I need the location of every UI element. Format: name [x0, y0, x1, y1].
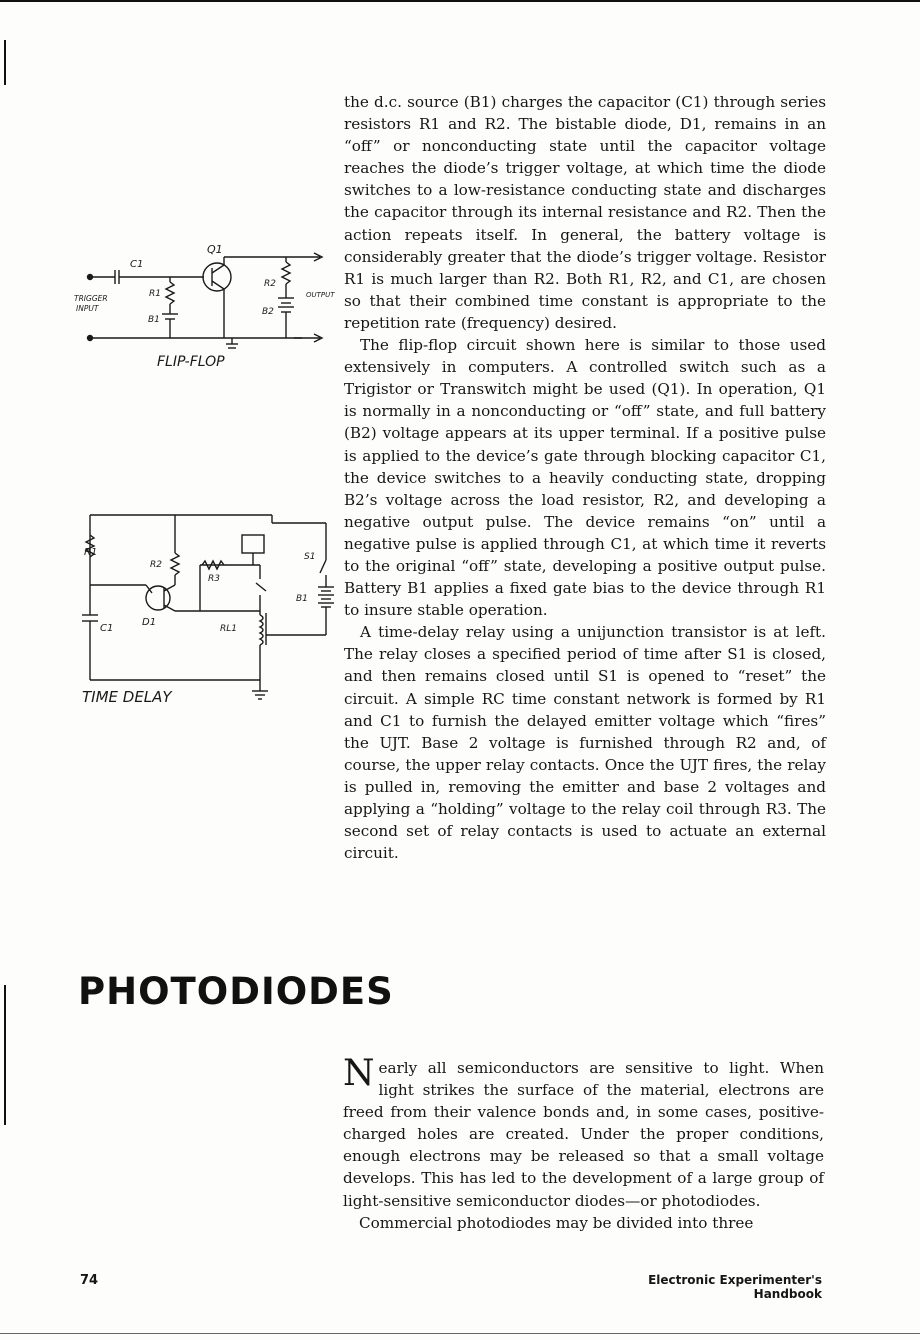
fig2-label-r1: R1 [84, 547, 98, 558]
fig1-label-r1: R1 [149, 289, 161, 299]
fig2-label-r2: R2 [150, 560, 162, 570]
photodiode-paragraph-2: Commercial photodiodes may be divided into three [359, 1213, 754, 1232]
left-margin-mark-2 [4, 985, 6, 1125]
fig1-label-b1: B1 [148, 315, 160, 325]
running-title: Electronic Experimenter's Handbook [648, 1273, 822, 1301]
top-rule [0, 0, 920, 2]
paragraph-flip-flop: The flip-flop circuit shown here is similar to those used extensively in computers. A controlled switch such as a Trigistor or Transwitch might be used (Q1). In operation, Q1 is normally in a nonconducting or “off” state, and full battery (B2) voltage appears at its upper terminal. If a positive pulse is applied to the device’s gate through blocking capacitor C1, the device switches to a heavily conducting state, dropping B2’s voltage across the load resistor, R2, and developing a negative output pulse. The device remains “on” until a negative pulse is applied through C1, at which time it reverts to the original “off” state, developing a positive output pulse. Battery B1 applies a fixed gate bias to the device through R1 to insure stable operation. [344, 336, 826, 620]
time-delay-schematic [80, 505, 342, 711]
paragraph-time-delay: A time-delay relay using a unijunction transistor is at left. The relay closes a specified period of time after S1 is closed, and then remains closed until S1 is opened to “reset” the circuit. A simple RC time constant network is formed by R1 and C1 to furnish the delayed emitter voltage which “fires” the UJT. Base 2 voltage is furnished through R2 and, of course, the upper relay contacts. Once the UJT fires, the relay is pulled in, removing the emitter and base 2 voltages and applying a “holding” voltage to the relay coil through R3. The second set of relay contacts is used to actuate an external circuit. [344, 623, 826, 863]
fig1-caption: FLIP-FLOP [157, 354, 225, 370]
fig1-label-output: OUTPUT [306, 291, 335, 299]
fig2-label-c1: C1 [100, 623, 114, 634]
left-margin-mark [4, 40, 6, 85]
photodiode-paragraph-1: early all semiconductors are sensitive to light. When light strikes the surface of the material, electrons are freed from their valence bonds and, in some cases, positive-charged holes are created. Under the proper conditions, enough electrons may be released so that a small voltage develops. This has led to the development of a large group of light-sensitive semiconductor diodes—or photodiodes. [343, 1059, 824, 1210]
fig2-label-rl1: RL1 [220, 624, 237, 634]
photodiode-text [343, 1053, 824, 1234]
fig1-label-trigger: TRIGGER [74, 294, 108, 303]
paragraph-diode-oscillator: the d.c. source (B1) charges the capacitor (C1) through series resistors R1 and R2. The bistable diode, D1, remains in an “off” or nonconducting state until the capacitor voltage reaches the diode’s trigger voltage, at which time the diode switches to a low-resistance conducting state and discharges the capacitor through its internal resistance and R2. Then the action repeats itself. In general, the battery voltage is considerably greater that the diode’s trigger voltage. Resistor R1 is much larger than R2. Both R1, R2, and C1, are chosen so that their combined time constant is appropriate to the repetition rate (frequency) desired. [344, 93, 826, 332]
fig1-label-b2: B2 [262, 307, 274, 317]
fig2-label-b1: B1 [296, 594, 308, 604]
fig2-label-d1: D1 [142, 617, 157, 628]
flip-flop-schematic [72, 240, 347, 370]
fig1-label-c1: C1 [130, 259, 144, 270]
fig1-label-q1: Q1 [207, 243, 223, 256]
article-text [344, 91, 826, 864]
fig2-label-r3: R3 [208, 574, 220, 584]
section-heading: PHOTODIODES [78, 970, 394, 1013]
bottom-rule [0, 1333, 920, 1334]
fig2-label-s1: S1 [304, 552, 316, 562]
page-number: 74 [80, 1273, 99, 1288]
fig2-caption: TIME DELAY [82, 688, 172, 706]
drop-cap: N [343, 1053, 375, 1094]
fig1-label-r2: R2 [264, 279, 276, 289]
fig1-label-input: INPUT [76, 304, 99, 313]
